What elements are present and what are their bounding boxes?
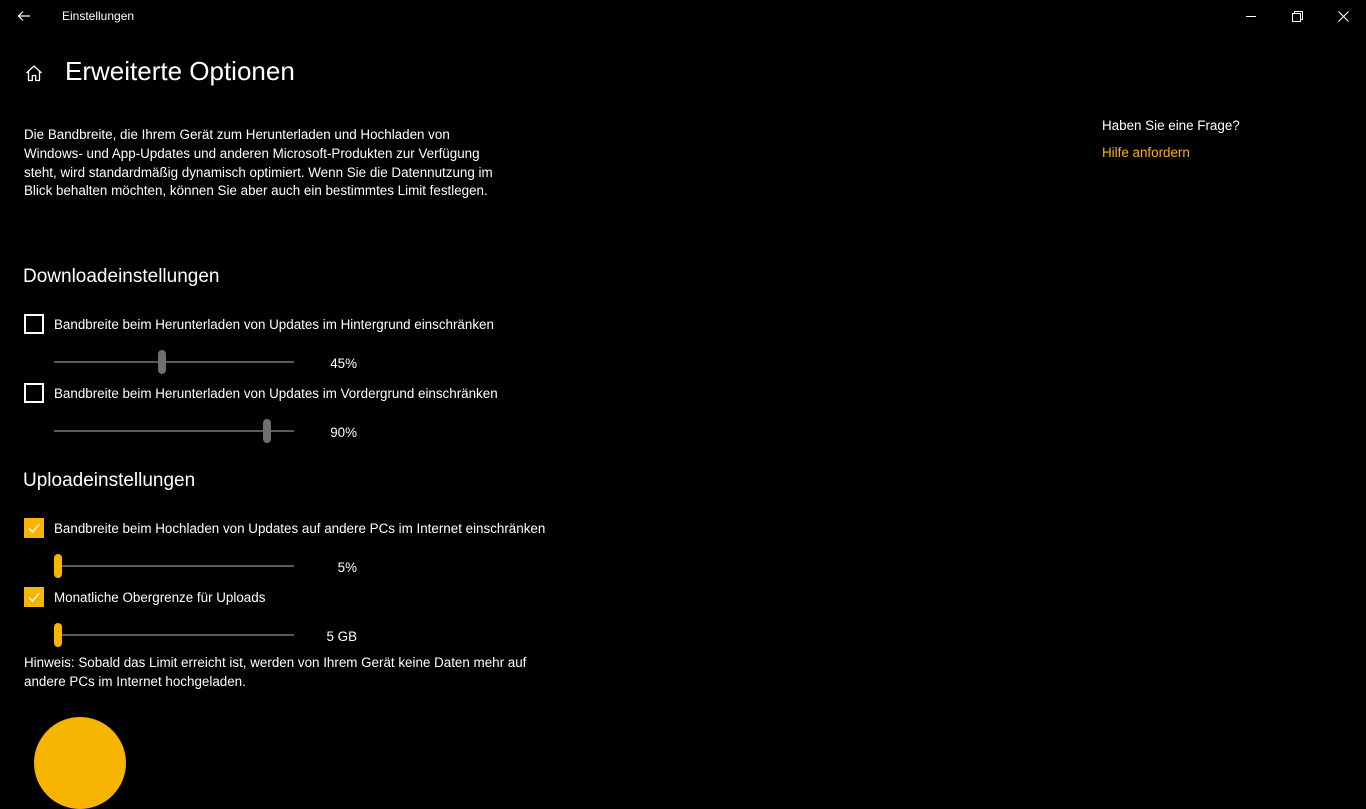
monthly-upload-limit-checkbox[interactable] (24, 587, 265, 607)
background-download-value: 45% (330, 356, 357, 371)
back-button[interactable] (8, 1, 40, 31)
checkbox-label: Bandbreite beim Herunterladen von Updates im Hintergrund einschränken (54, 316, 494, 332)
slider-thumb[interactable] (263, 419, 271, 443)
checkmark-icon (27, 521, 41, 535)
home-button[interactable] (18, 57, 50, 89)
checkbox-box (24, 314, 44, 334)
close-icon (1338, 11, 1349, 22)
foreground-download-slider[interactable] (54, 419, 294, 443)
foreground-download-checkbox[interactable] (24, 383, 498, 403)
checkbox-box (24, 587, 44, 607)
slider-track (54, 430, 294, 432)
page-title: Erweiterte Optionen (65, 56, 295, 86)
checkbox-label: Monatliche Obergrenze für Uploads (54, 589, 266, 605)
slider-thumb[interactable] (54, 623, 62, 647)
restore-button[interactable] (1274, 0, 1320, 32)
app-title: Einstellungen (62, 9, 135, 23)
slider-track (54, 565, 294, 567)
close-button[interactable] (1320, 0, 1366, 32)
monthly-upload-limit-slider[interactable] (54, 623, 294, 647)
upload-bandwidth-slider[interactable] (54, 554, 294, 578)
get-help-link[interactable]: Hilfe anfordern (1102, 145, 1190, 160)
slider-thumb[interactable] (54, 554, 62, 578)
slider-thumb[interactable] (158, 350, 166, 374)
minimize-icon (1246, 11, 1256, 21)
checkbox-box (24, 383, 44, 403)
title-bar (0, 0, 1366, 32)
upload-bandwidth-checkbox[interactable] (24, 518, 545, 538)
slider-track (54, 634, 294, 636)
arrow-left-icon (17, 10, 31, 22)
background-download-slider[interactable] (54, 350, 294, 374)
checkbox-label: Bandbreite beim Herunterladen von Updates im Vordergrund einschränken (54, 385, 498, 401)
foreground-download-value: 90% (330, 425, 357, 440)
upload-limit-note: Hinweis: Sobald das Limit erreicht ist, werden von Ihrem Gerät keine Daten mehr auf andere PCs im Internet hochgeladen. (24, 655, 527, 689)
intro-text: Die Bandbreite, die Ihrem Gerät zum Herunterladen und Hochladen von Windows- und App-Updates und anderen Microsoft-Produkten zur Verfügung steht, wird standardmäßig dynamisch optimiert. Wenn Sie die Datennutzung im Blick behalten möchten, können Sie aber auch ein bestimmtes Limit festlegen. (24, 127, 493, 199)
checkbox-label: Bandbreite beim Hochladen von Updates auf andere PCs im Internet einschränken (54, 520, 546, 536)
monthly-upload-limit-value: 5 GB (326, 629, 357, 644)
upload-settings-heading: Uploadeinstellungen (23, 470, 196, 491)
background-download-checkbox[interactable] (24, 314, 494, 334)
minimize-button[interactable] (1228, 0, 1274, 32)
checkbox-box (24, 518, 44, 538)
activity-gauge (34, 717, 126, 809)
help-question: Haben Sie eine Frage? (1102, 118, 1240, 133)
download-settings-heading: Downloadeinstellungen (23, 266, 220, 287)
upload-bandwidth-value: 5% (337, 560, 357, 575)
restore-icon (1292, 11, 1303, 22)
home-icon (25, 64, 43, 82)
slider-track (54, 361, 294, 363)
checkmark-icon (27, 590, 41, 604)
